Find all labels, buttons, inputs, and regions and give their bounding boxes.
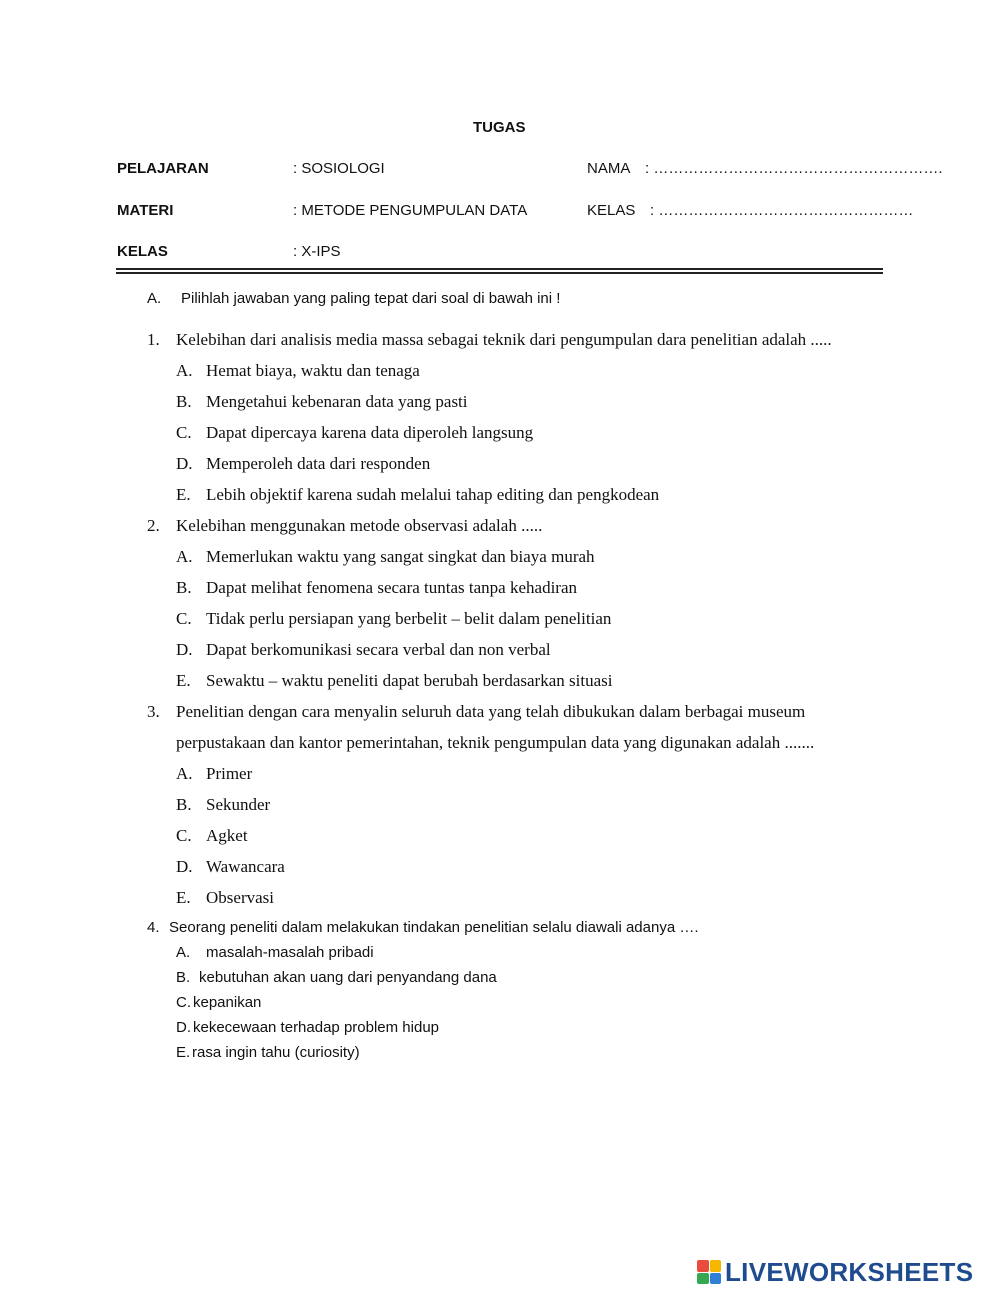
option-c[interactable]: Dapat dipercaya karena data diperoleh langsung [206,423,534,442]
question-text: Kelebihan dari analisis media massa sebagai teknik dari pengumpulan dara penelitian adalah ..... [176,330,832,349]
option-letter: B. [176,392,192,411]
option-letter: C. [176,994,191,1011]
kelas-right-label: KELAS [587,202,636,219]
option-letter: E. [176,485,191,504]
question-text: Seorang peneliti dalam melakukan tindakan penelitian selalu diawali adanya …. [169,919,699,936]
option-c[interactable]: Tidak perlu persiapan yang berbelit – belit dalam penelitian [206,609,612,628]
option-letter: B. [176,578,192,597]
option-e[interactable]: Lebih objektif karena sudah melalui tahap editing dan pengkodean [206,485,660,504]
question-number: 1. [147,330,160,349]
materi-label: MATERI [117,202,174,219]
question-number: 3. [147,702,160,721]
option-c[interactable]: kepanikan [193,994,262,1011]
option-letter: D. [176,1019,191,1036]
option-letter: D. [176,454,193,473]
question-number: 4. [147,919,160,936]
option-b[interactable]: Mengetahui kebenaran data yang pasti [206,392,468,411]
materi-value: : METODE PENGUMPULAN DATA [293,202,528,219]
nama-label: NAMA [587,160,631,177]
option-d[interactable]: kekecewaan terhadap problem hidup [193,1019,439,1036]
kelas-label: KELAS [117,243,168,260]
option-a[interactable]: Hemat biaya, waktu dan tenaga [206,361,420,380]
option-c[interactable]: Agket [206,826,248,845]
option-letter: B. [176,795,192,814]
option-d[interactable]: Dapat berkomunikasi secara verbal dan non verbal [206,640,551,659]
kelas-field[interactable]: : …………………………………………… [650,202,914,219]
option-letter: D. [176,640,193,659]
option-e[interactable]: Observasi [206,888,274,907]
option-letter: D. [176,857,193,876]
option-letter: E. [176,671,191,690]
option-letter: E. [176,1044,191,1061]
page-title: TUGAS [473,119,526,136]
option-a[interactable]: Primer [206,764,253,783]
liveworksheets-logo[interactable] [697,1255,973,1289]
option-letter: C. [176,423,192,442]
question-text: Kelebihan menggunakan metode observasi adalah ..... [176,516,543,535]
option-letter: A. [176,547,193,566]
option-letter: A. [176,361,193,380]
option-letter: C. [176,609,192,628]
section-instruction: Pilihlah jawaban yang paling tepat dari soal di bawah ini ! [181,290,561,307]
option-b[interactable]: Dapat melihat fenomena secara tuntas tanpa kehadiran [206,578,577,597]
question-number: 2. [147,516,160,535]
option-letter: E. [176,888,191,907]
option-a[interactable]: Memerlukan waktu yang sangat singkat dan biaya murah [206,547,595,566]
nama-field[interactable]: : …………………………………………………. [645,160,943,177]
option-b[interactable]: kebutuhan akan uang dari penyandang dana [199,969,497,986]
option-letter: A. [176,944,191,961]
option-b[interactable]: Sekunder [206,795,271,814]
option-e[interactable]: Sewaktu – waktu peneliti dapat berubah berdasarkan situasi [206,671,613,690]
question-text: Penelitian dengan cara menyalin seluruh data yang telah dibukukan dalam berbagai museum [176,702,806,721]
option-d[interactable]: Memperoleh data dari responden [206,454,431,473]
section-letter: A. [147,290,162,307]
option-letter: B. [176,969,191,986]
pelajaran-label: PELAJARAN [117,160,209,177]
option-d[interactable]: Wawancara [206,857,285,876]
liveworksheets-logo-icon [697,1260,721,1284]
question-text-continued: perpustakaan dan kantor pemerintahan, teknik pengumpulan data yang digunakan adalah ....... [176,733,815,752]
option-letter: C. [176,826,192,845]
kelas-value: : X-IPS [293,243,341,260]
header-divider-bottom [116,272,883,274]
option-a[interactable]: masalah-masalah pribadi [206,944,374,961]
pelajaran-value: : SOSIOLOGI [293,160,385,177]
option-e[interactable]: rasa ingin tahu (curiosity) [192,1044,360,1061]
option-letter: A. [176,764,193,783]
logo-text: LIVEWORKSHEETS [725,1256,974,1287]
header-divider-top [116,268,883,270]
